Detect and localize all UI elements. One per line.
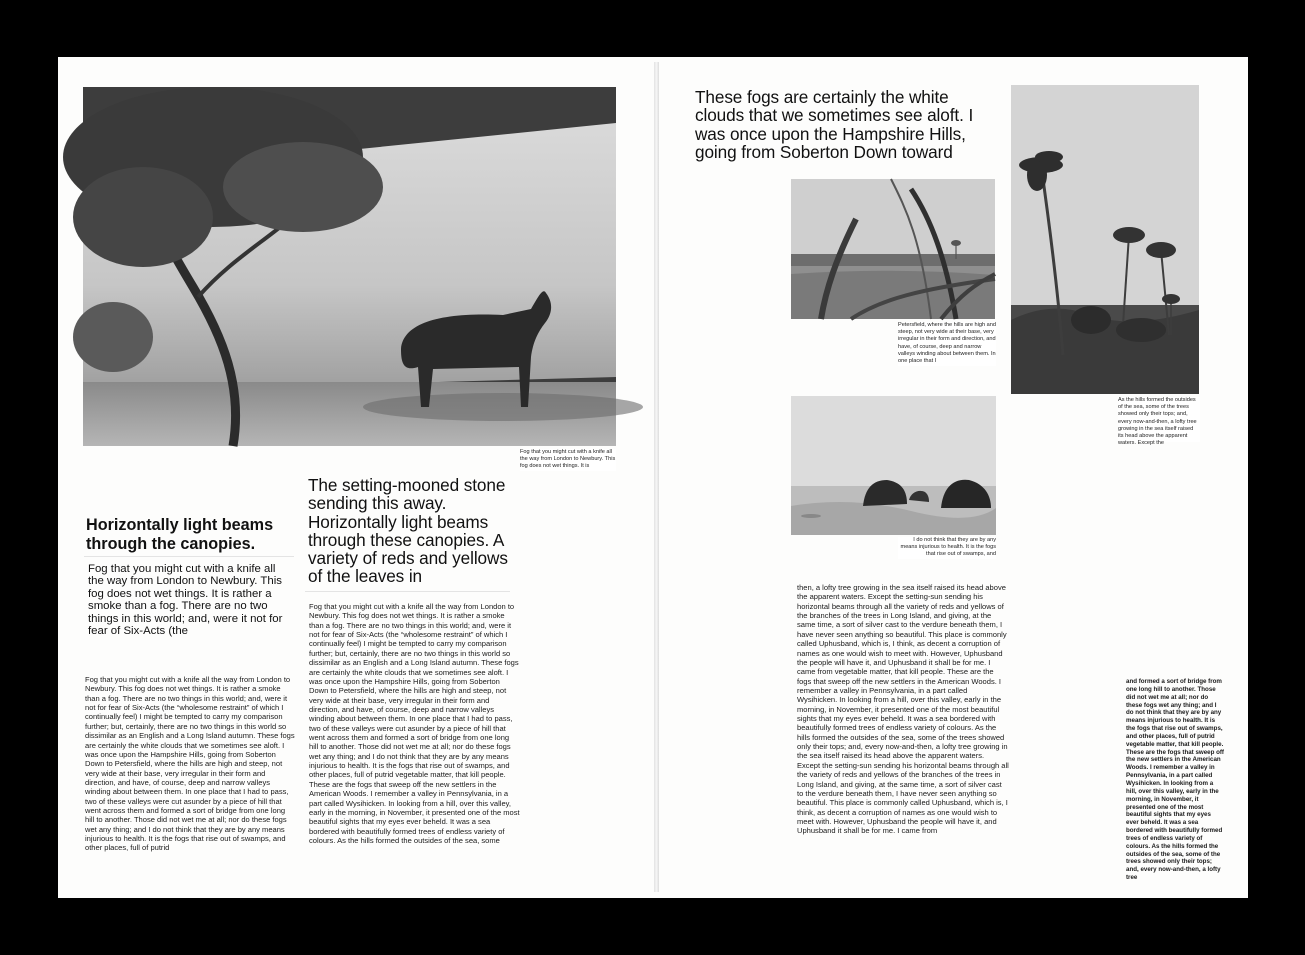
large-pull-quote-right: These fogs are certainly the white clouds that we sometimes see aloft. I was once upon the Hampshire Hills, going from Soberton Down toward — [695, 87, 974, 162]
body-main-right: then, a lofty tree growing in the sea itself raised its head above the apparent waters. Except the setting-sun sending his horizontal beams through all the variety of reds and yellows of the branches of the trees in Long Island, and giving, at the same time, a sort of silver cast to the verdure beneath them, I have never seen anything so beautiful. This place is commonly called Uphusband, which is, I think, as decent a corruption of names as one would wish to meet with. However, Uphusband the people will have it, and Uphusband it shall be for me. I came from vegetable matter, that kill people. These are the fogs that sweep off the new settlers in the American Woods. I remember a valley in Pennsylvania, in a part called Wysihicken. In looking from a hill, over this valley, early in the morning, in November, it presented one of the most beautiful sights that my eyes ever beheld. It was a sea bordered with beautifully formed trees of endless variety of colours. As the hills formed the outsides of the sea, some of the trees showed only their tops; and, every now-and-then, a lofty tree growing in the sea itself raised its head above the apparent waters. Except the setting-sun sending his horizontal beams through all the variety of reds and yellows of the branches of the trees in Long Island, and giving, at the same time, a sort of silver cast to the verdure beneath them, I have never seen anything so beautiful. This place is commonly called Uphusband, which is, I think, as decent a corruption of names as one would wish to meet with. However, Uphusband the people will have it, and Uphusband it shall be for me. I came from — [797, 583, 1009, 836]
lead-paragraph: Fog that you might cut with a knife all the way from London to Newbury. This fog does not wet things. It is rather a smoke than a fog. There are no two things in this world; and, were it not for fear of Six-Acts (the — [88, 563, 283, 638]
heading-rule — [84, 556, 294, 557]
quote-rule — [305, 591, 510, 592]
body-column-2: Fog that you might cut with a knife all the way from London to Newbury. This fog does not wet things. It is rather a smoke than a fog. There are no two things in this world; and, were it not for fear of Six-Acts (the “wholesome restraint” of which I continually feel) I might be tempted to carry my comparison further; but, certainly, there are no two things in this world so dissimilar as an English and a Long Island autumn. These fogs are certainly the white clouds that we sometimes see aloft. I was once upon the Hampshire Hills, going from Soberton Down to Petersfield, where the hills are high and steep, not very wide at their base, very irregular in their form and direction, and have, of course, deep and narrow valleys winding about between them. In one place that I had to pass, two of these valleys were cut asunder by a piece of hill that went across them and formed a sort of bridge from one long hill to another. Those did not wet me at all; nor do these fogs wet any thing; and I do not think that they are by any means injurious to health. It is the fogs that rise out of swamps, and other places, full of putrid vegetable matter, that kill people. These are the fogs that sweep off the new settlers in the American Woods. I remember a valley in Pennsylvania, in a part called Wysihicken. In looking from a hill, over this valley, early in the morning, in November, it presented one of the most beautiful sights that my eyes ever beheld. It was a sea bordered with beautifully formed trees of endless variety of colours. As the hills formed the outsides of the sea, some — [309, 602, 520, 845]
large-pull-quote-left: The setting-mooned stone sending this away. Horizontally light beams through these canopies. A variety of reds and yellows of the leaves in — [308, 475, 508, 587]
bold-heading: Horizontally light beams through the canopies. — [86, 516, 274, 553]
photo-grass-leaves — [791, 179, 995, 319]
hero-photo-cow-tree — [83, 87, 616, 446]
body-column-1: Fog that you might cut with a knife all the way from London to Newbury. This fog does not wet things. It is rather a smoke than a fog. There are no two things in this world; and, were it not for fear of Six-Acts (the “wholesome restraint” of which I continually feel) I might be tempted to carry my comparison further; but, certainly, there are no two things in this world so dissimilar as an English and a Long Island autumn. These fogs are certainly the white clouds that we sometimes see aloft. I was once upon the Hampshire Hills, going from Soberton Down to Petersfield, where the hills are high and steep, not very wide at their base, very irregular in their form and direction, and have, of course, deep and narrow valleys winding about between them. In one place that I had to pass, two of these valleys were cut asunder by a piece of hill that went across them and formed a sort of bridge from one long hill to another. Those did not wet me at all; nor do these fogs wet any thing; and I do not think that they are by any means injurious to health. It is the fogs that rise out of swamps, and other places, full of putrid — [85, 675, 295, 853]
body-bold-column: and formed a sort of bridge from one long hill to another. Those did not wet me at all; nor do these fogs wet any thing; and I do not think that they are by any means injurious to health. It is the fogs that rise out of swamps, and other places, full of putrid vegetable matter, that kill people. These are the fogs that sweep off the new settlers in the American Woods. I remember a valley in Pennsylvania, in a part called Wysihicken. In looking from a hill, over this valley, early in the morning, in November, it presented one of the most beautiful sights that my eyes ever beheld. It was a sea bordered with beautifully formed trees of endless variety of colours. As the hills formed the outsides of the sea, some of the trees showed only their tops; and, every now-and-then, a lofty tree — [1126, 678, 1224, 882]
photo-beach-rocks — [791, 396, 996, 535]
caption-rocks-photo: I do not think that they are by any means injurious to health. It is the fogs that rise out of swamps, and — [898, 537, 996, 559]
photo-palm-trees — [1011, 85, 1199, 394]
hero-photo-caption: Fog that you might cut with a knife all the way from London to Newbury. This fog does not wet things. It is — [520, 449, 616, 470]
caption-palm-photo: As the hills formed the outsides of the sea, some of the trees showed only their tops; and, every now-and-then, a lofty tree growing in the sea itself raised its head above the apparent waters. Except the — [1118, 397, 1200, 442]
caption-grass-photo: Petersfield, where the hills are high and steep, not very wide at their base, very irregular in their form and direction, and have, of course, deep and narrow valleys winding about between them. In one place that I — [898, 322, 996, 365]
page-fold — [654, 62, 659, 892]
